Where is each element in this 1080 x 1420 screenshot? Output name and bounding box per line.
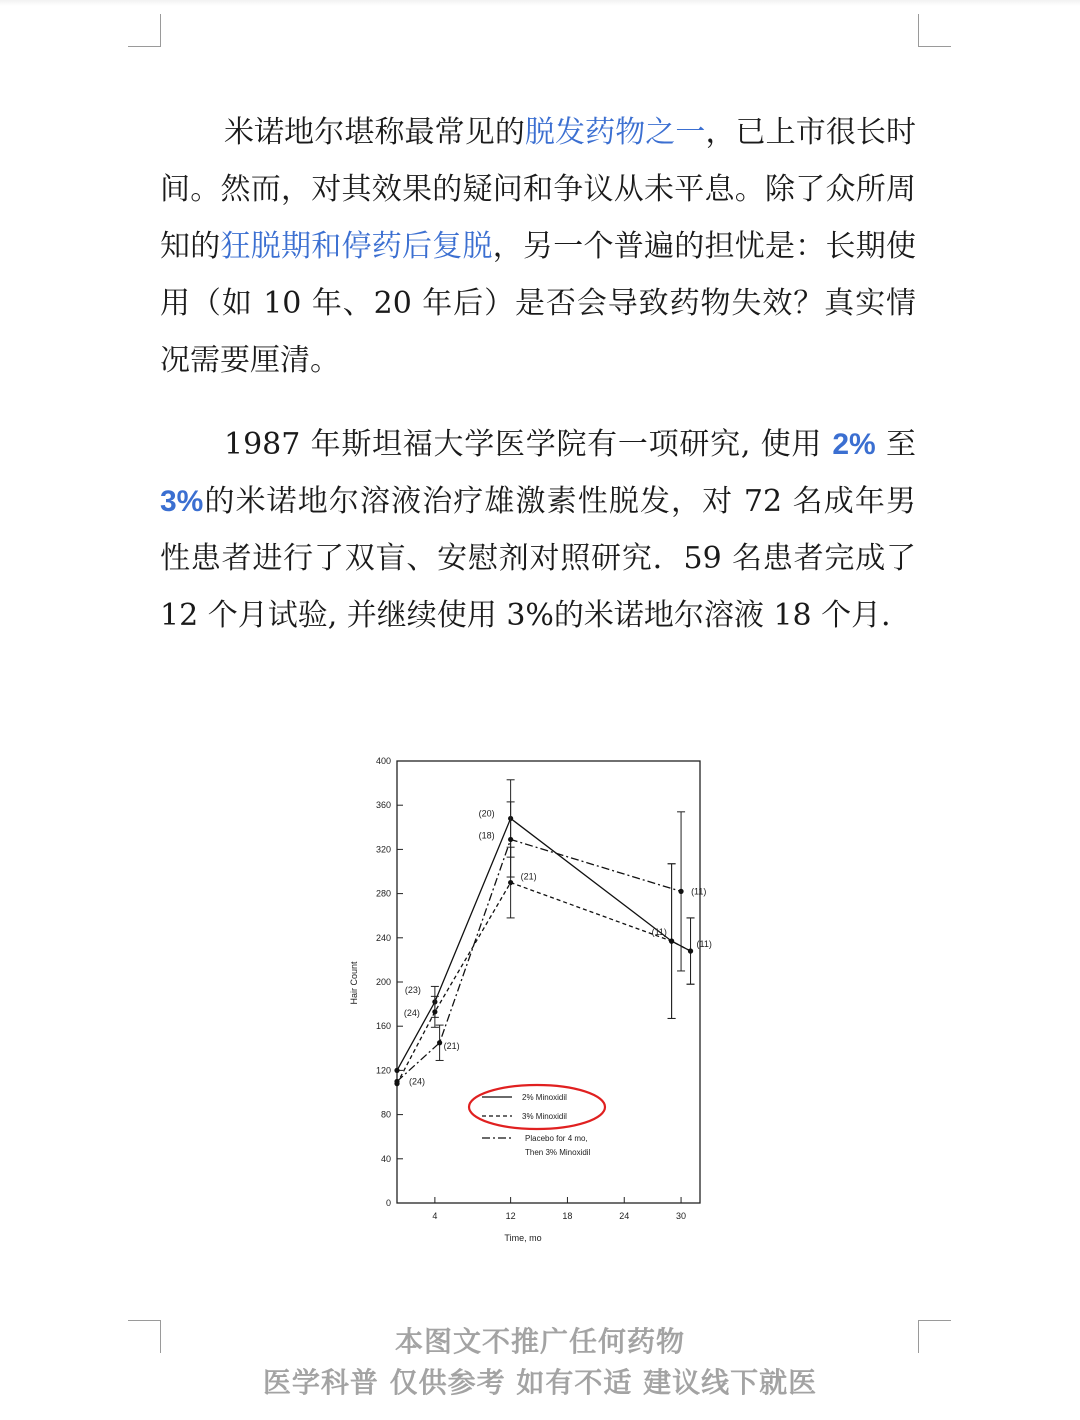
x-tick-label: 18	[562, 1211, 573, 1221]
data-label: (24)	[409, 1076, 426, 1087]
data-point	[508, 837, 513, 842]
y-tick-label: 240	[375, 932, 391, 943]
y-tick-label: 40	[380, 1153, 391, 1164]
paragraph-intro	[160, 104, 916, 389]
highlight-2-percent: 2%	[832, 428, 876, 461]
legend-label-3a: Placebo for 4 mo,	[525, 1134, 588, 1143]
y-tick-label: 400	[375, 756, 391, 766]
intro-text-3: ，另一个普遍的担忧是：长期使用（如 10 年、20 年后）是否会导致药物失效？真实情况需要厘清。	[160, 229, 916, 378]
study-text-3: 的米诺地尔溶液治疗雄激素性脱发，对 72 名成年男性患者进行了双盲、安慰剂对照研究．59 名患者完成了 12 个月试验, 并继续使用 3%的米诺地尔溶液 18 个月．	[160, 484, 916, 633]
intro-text-2: ，已上市很长时间。然而，对其效果的疑问和争议从未平息。除了众所周知的	[160, 115, 917, 264]
hair-count-chart	[340, 755, 720, 1255]
data-label: (24)	[403, 1007, 420, 1018]
x-tick-label: 30	[676, 1211, 687, 1221]
x-axis-label: Time, mo	[504, 1233, 542, 1243]
data-point	[394, 1068, 399, 1073]
x-tick-label: 12	[505, 1211, 516, 1221]
footer-disclaimer-line2: 医学科普 仅供参考 如有不适 建议线下就医	[262, 1366, 818, 1399]
study-text-1: 1987 年斯坦福大学医学院有一项研究, 使用	[224, 427, 833, 462]
legend-highlight-circle	[469, 1085, 605, 1129]
footer-disclaimer-line1: 本图文不推广任何药物	[394, 1325, 685, 1358]
data-point	[394, 1079, 399, 1084]
link-shedding-relapse[interactable]: 狂脱期和停药后复脱	[220, 229, 493, 264]
data-label: (21)	[520, 871, 537, 882]
x-tick-label: 4	[432, 1211, 438, 1221]
legend-label-3b: Then 3% Minoxidil	[525, 1148, 591, 1157]
y-tick-label: 80	[380, 1109, 391, 1120]
legend-label-2: 3% Minoxidil	[522, 1112, 567, 1121]
study-text-2: 至	[875, 427, 916, 462]
series-line-2	[397, 883, 691, 1087]
data-point	[432, 1009, 437, 1014]
data-label: (21)	[443, 1040, 460, 1051]
data-label: (11)	[651, 927, 667, 938]
y-tick-label: 160	[375, 1021, 391, 1032]
x-tick-label: 24	[619, 1211, 630, 1221]
intro-text-1: 米诺地尔堪称最常见的	[224, 115, 525, 150]
y-tick-label: 280	[375, 888, 391, 899]
crop-mark-top-left	[128, 14, 161, 47]
y-axis-label: Hair Count	[349, 961, 359, 1005]
highlight-3-percent: 3%	[160, 485, 204, 518]
y-tick-label: 320	[375, 844, 391, 855]
series-line-1	[397, 818, 691, 1070]
y-tick-label: 360	[375, 800, 391, 811]
top-shadow	[0, 0, 1080, 6]
link-hair-loss-drug[interactable]: 脱发药物之一	[524, 115, 706, 150]
data-label: (20)	[478, 808, 495, 819]
data-point	[508, 880, 513, 885]
data-point	[688, 948, 693, 953]
data-label: (11)	[691, 886, 707, 897]
y-tick-label: 0	[385, 1198, 391, 1208]
data-label: (18)	[478, 830, 495, 841]
data-point	[669, 939, 674, 944]
legend-label-1: 2% Minoxidil	[522, 1093, 567, 1102]
paragraph-study	[160, 416, 916, 644]
data-label: (23)	[404, 984, 421, 995]
data-label: (11)	[696, 939, 712, 950]
y-tick-label: 120	[375, 1065, 391, 1076]
y-tick-label: 200	[375, 977, 391, 987]
data-point	[437, 1040, 442, 1045]
crop-mark-top-right	[918, 14, 951, 47]
data-point	[678, 889, 683, 894]
